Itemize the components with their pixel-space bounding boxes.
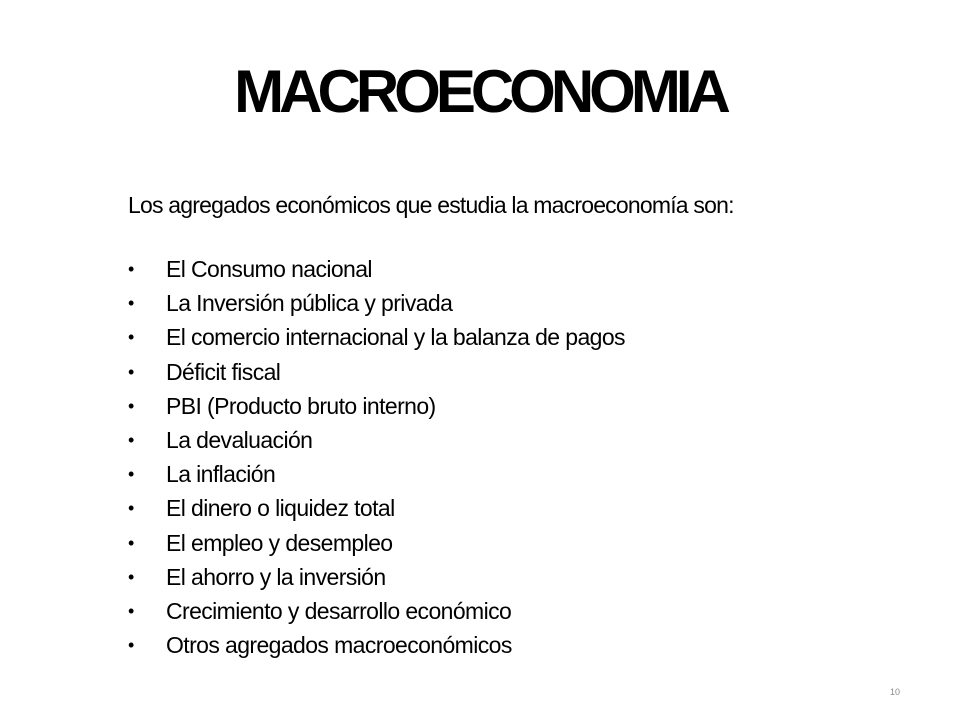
list-item-text: La devaluación [166,426,313,453]
list-item-text: PBI (Producto bruto interno) [166,392,436,419]
bullet-icon: • [128,566,135,587]
bullet-icon: • [128,259,135,279]
bullet-icon: • [128,327,135,348]
list-item-text: El ahorro y la inversión [166,563,386,590]
bullet-icon: • [128,464,135,485]
list-item-text: Otros agregados macroeconómicos [166,632,512,659]
bullet-icon: • [128,600,135,621]
list-item-text: El comercio internacional y la balanza de pagos [166,324,625,351]
list-item-text: El empleo y desempleo [166,529,393,556]
bullet-icon: • [128,498,135,519]
list-item-text: La Inversión pública y privada [166,290,453,317]
list-item-text: Déficit fiscal [166,358,281,385]
list-item-text: La inflación [166,461,276,488]
bullet-icon: • [128,635,135,656]
intro-text: Los agregados económicos que estudia la macroeconomía son: [128,192,734,218]
page-number: 10 [889,687,900,697]
bullet-icon: • [128,429,135,450]
list-item-text: El Consumo nacional [166,256,372,282]
list-item-text: Crecimiento y desarrollo económico [166,597,512,624]
bullet-icon: • [128,361,135,382]
slide-title: MACROECONOMIA [234,58,726,125]
bullet-icon: • [128,395,135,416]
bullet-icon: • [128,293,135,314]
list-item-text: El dinero o liquidez total [166,495,395,522]
bullet-icon: • [128,532,135,553]
